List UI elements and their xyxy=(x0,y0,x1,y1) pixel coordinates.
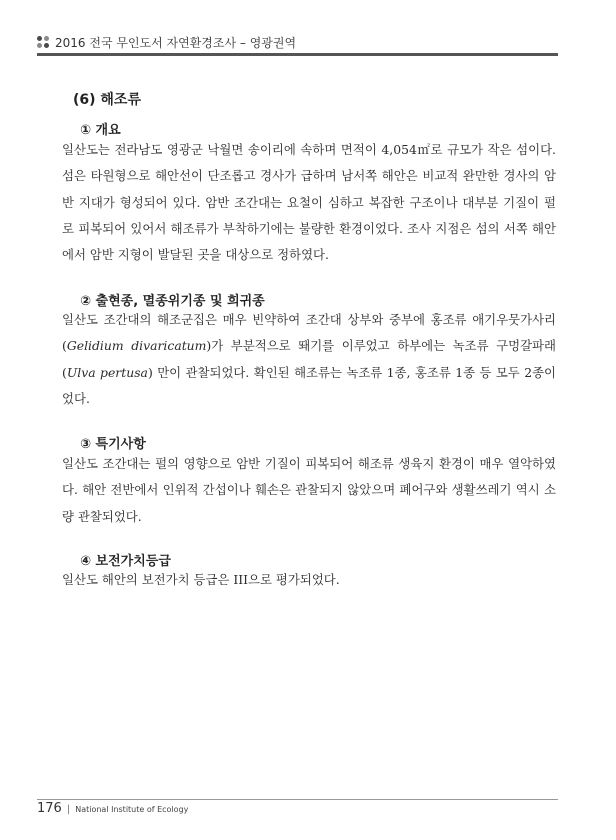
dot-icon xyxy=(37,36,42,41)
paragraph-species xyxy=(62,307,556,412)
dot-icon xyxy=(44,43,49,48)
species-name-gelidium: Gelidium divaricatum xyxy=(66,338,207,354)
species-text-1: 일산도 조간대의 해조군집은 매우 빈약하여 조간대 상부와 중부에 홍조류 애기우뭇가사리( xyxy=(62,312,556,354)
dot-icon xyxy=(37,43,42,48)
footer-separator: | xyxy=(66,804,71,815)
header-title: 2016 전국 무인도서 자연환경조사 – 영광권역 xyxy=(55,35,297,50)
dot-icon xyxy=(44,36,49,41)
paragraph-notes: 일산도 조간대는 펄의 영향으로 암반 기질이 피복되어 해조류 생육지 환경이 매우 열악하였다. 해안 전반에서 인위적 간섭이나 훼손은 관찰되지 않았으며 폐어구와 생활쓰레기 역시 소량 관찰되었다. xyxy=(62,456,556,524)
page-number: 176 xyxy=(37,801,62,816)
subsection-heading-grade: ④ 보전가치등급 xyxy=(80,554,171,569)
footer-rule xyxy=(37,799,558,800)
species-text-2: )가 부분적으로 뙈기를 이루었고 하부에는 녹조류 구멍갈파래( xyxy=(62,338,556,380)
species-text-3: ) 만이 관찰되었다. 확인된 해조류는 녹조류 1종, 홍조류 1종 등 모두 2종이었다. xyxy=(62,364,557,406)
header-rule xyxy=(37,53,558,56)
paragraph-grade: 일산도 해안의 보전가치 등급은 III으로 평가되었다. xyxy=(62,572,340,587)
subsection-heading-overview: ① 개요 xyxy=(80,123,121,138)
footer-institute: National Institute of Ecology xyxy=(75,805,189,814)
species-name-ulva: Ulva pertusa xyxy=(66,364,148,380)
bullet-dots-icon xyxy=(37,36,49,48)
subsection-heading-notes: ③ 특기사항 xyxy=(80,437,146,452)
page-footer xyxy=(37,801,188,816)
running-header xyxy=(37,33,558,51)
paragraph-overview: 일산도는 전라남도 영광군 낙월면 송이리에 속하며 면적이 4,054㎡로 규모가 작은 섬이다. 섬은 타원형으로 해안선이 단조롭고 경사가 급하며 남서쪽 해안은 비교적 완만한 경사의 암반 지대가 형성되어 있다. 암반 조간대는 요철이 심하고 복잡한 구조이나 대부분 기질이 펄로 피복되어 있어서 해조류가 부착하기에는 불량한 환경이었다. 조사 지점은 섬의 서쪽 해안에서 암반 지형이 발달된 곳을 대상으로 정하였다. xyxy=(62,142,556,263)
section-title: (6) 해조류 xyxy=(73,92,141,108)
subsection-heading-species: ② 출현종, 멸종위기종 및 희귀종 xyxy=(80,294,265,309)
